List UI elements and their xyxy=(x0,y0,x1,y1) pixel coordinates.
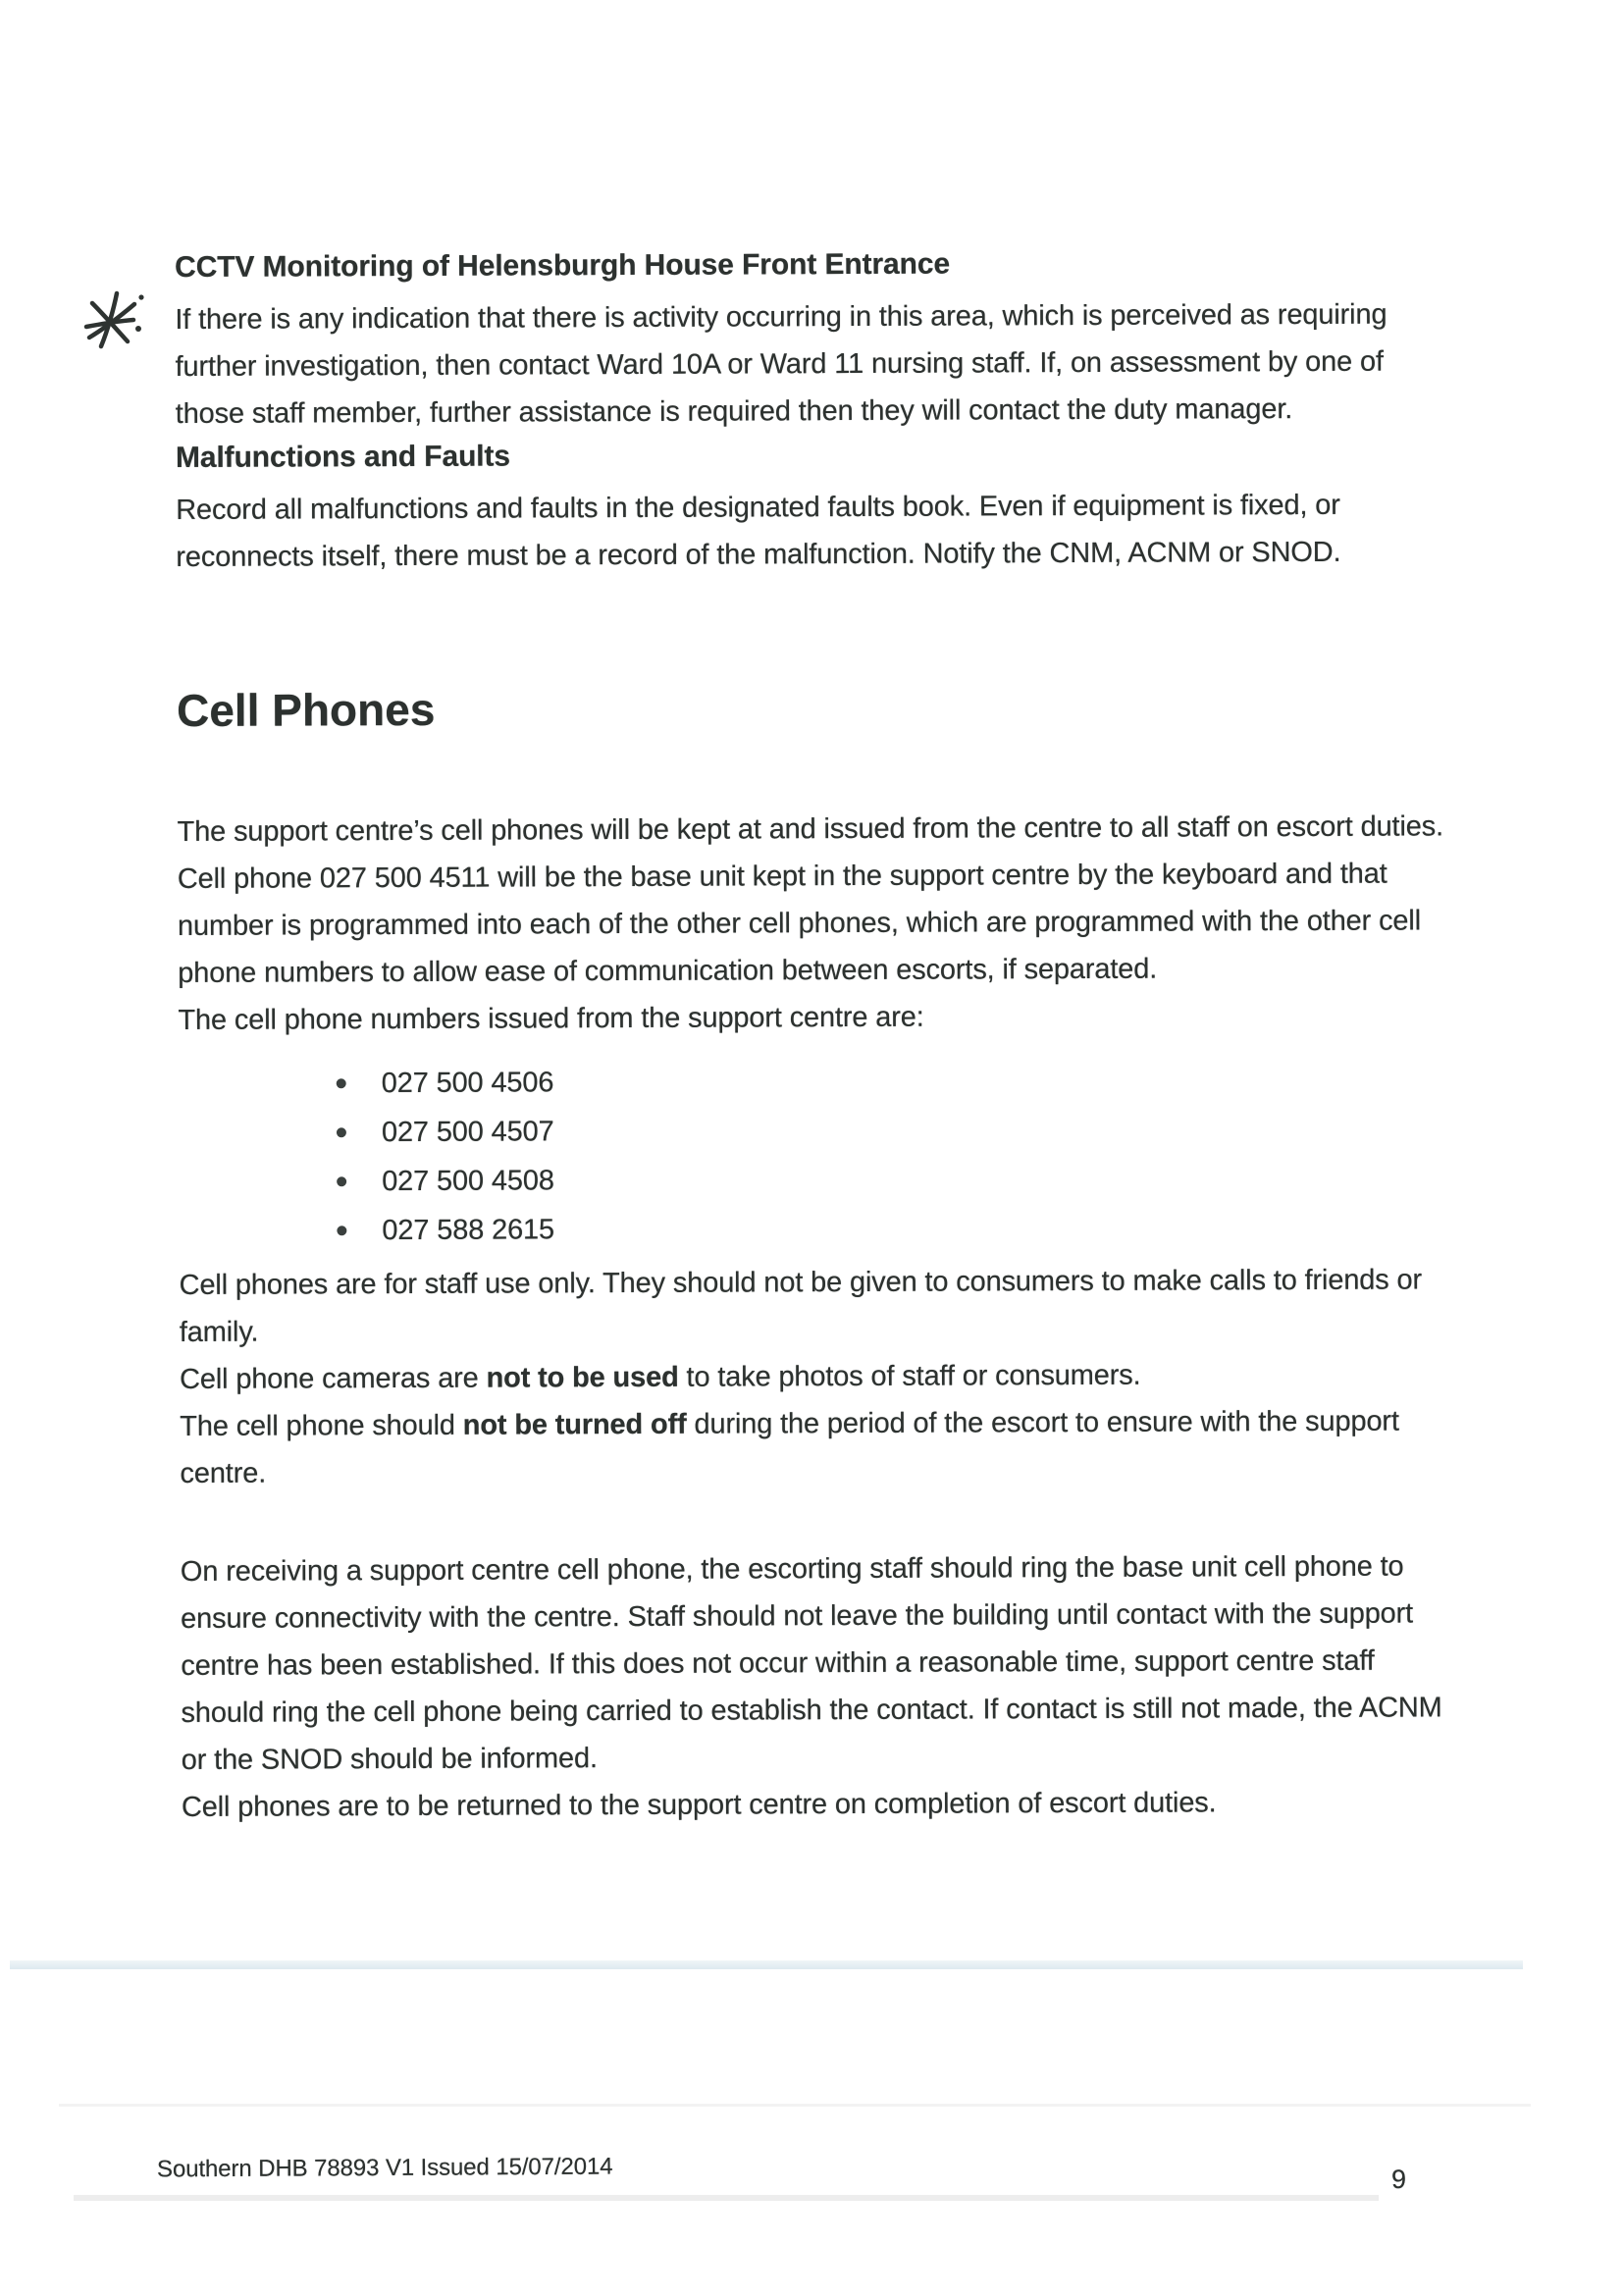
return-rule-paragraph: Cell phones are to be returned to the support centre on completion of escort duties. xyxy=(181,1787,1217,1823)
handwritten-asterisk-icon xyxy=(80,287,149,355)
cell-phones-intro: The support centre’s cell phones will be kept at and issued from the centre to all staff on escort duties. xyxy=(177,810,1444,848)
power-rule-bold: not be turned off xyxy=(462,1408,687,1441)
list-item: 027 588 2615 xyxy=(382,1201,1454,1255)
cell-phones-title: Cell Phones xyxy=(176,683,436,736)
cell-phone-numbers-lead: The cell phone numbers issued from the support centre are: xyxy=(178,1001,924,1036)
list-item: 027 500 4507 xyxy=(382,1103,1454,1157)
cell-phones-base-unit: Cell phone 027 500 4511 will be the base unit kept in the support centre by the keyboard and that number is programmed into each of the other cell phones, which are programmed with the other cell phone numbers to allow ease of communication between escorts, if separated. xyxy=(177,858,1422,989)
list-item: 027 500 4508 xyxy=(382,1152,1454,1206)
camera-rule-bold: not to be used xyxy=(486,1361,679,1394)
connectivity-paragraph: On receiving a support centre cell phone, the escorting staff should ring the base unit cell phone to ensure connectivity with the centre. Staff should not leave the building until contact with the support centre has been established. If this does not occur within a reasonable time, support centre staff should ring the cell phone being carried to establish the contact. If contact is still not made, the ACNM or the SNOD should be informed. xyxy=(180,1550,1442,1776)
cell-phone-numbers-list xyxy=(179,1054,1455,1256)
power-rule-post: during the period of the escort to ensure with the support centre. xyxy=(180,1405,1399,1489)
camera-rule-post: to take photos of staff or consumers. xyxy=(678,1359,1141,1393)
list-item: 027 500 4506 xyxy=(382,1054,1454,1108)
staff-use-paragraph: Cell phones are for staff use only. They should not be given to consumers to make calls to friends or family. xyxy=(179,1264,1423,1348)
malfunctions-body: Record all malfunctions and faults in the designated faults book. Even if equipment is fixed, or reconnects itself, there must be a record of the malfunction. Notify the CNM, ACNM or SNOD. xyxy=(176,489,1341,573)
cctv-heading: CCTV Monitoring of Helensburgh House Front Entrance xyxy=(175,247,951,284)
camera-rule-pre: Cell phone cameras are xyxy=(179,1362,487,1395)
malfunctions-heading: Malfunctions and Faults xyxy=(175,440,511,474)
page-number: 9 xyxy=(1391,2165,1407,2194)
camera-rule-paragraph xyxy=(180,1350,1455,1403)
power-rule-pre: The cell phone should xyxy=(180,1409,463,1442)
footer-document-id: Southern DHB 78893 V1 Issued 15/07/2014 xyxy=(156,2153,613,2183)
scan-artifact-smudge xyxy=(74,2195,1379,2201)
scan-artifact-line xyxy=(59,2104,1531,2107)
document-body xyxy=(175,241,1457,1831)
power-rule-paragraph xyxy=(180,1397,1455,1497)
scan-artifact-band xyxy=(10,1960,1523,1969)
cctv-body: If there is any indication that there is activity occurring in this area, which is perceived as requiring further investigation, then contact Ward 10A or Ward 11 nursing staff. If, on assessment by one of those staff member, further assistance is required then they will contact the duty manager. xyxy=(175,298,1387,430)
